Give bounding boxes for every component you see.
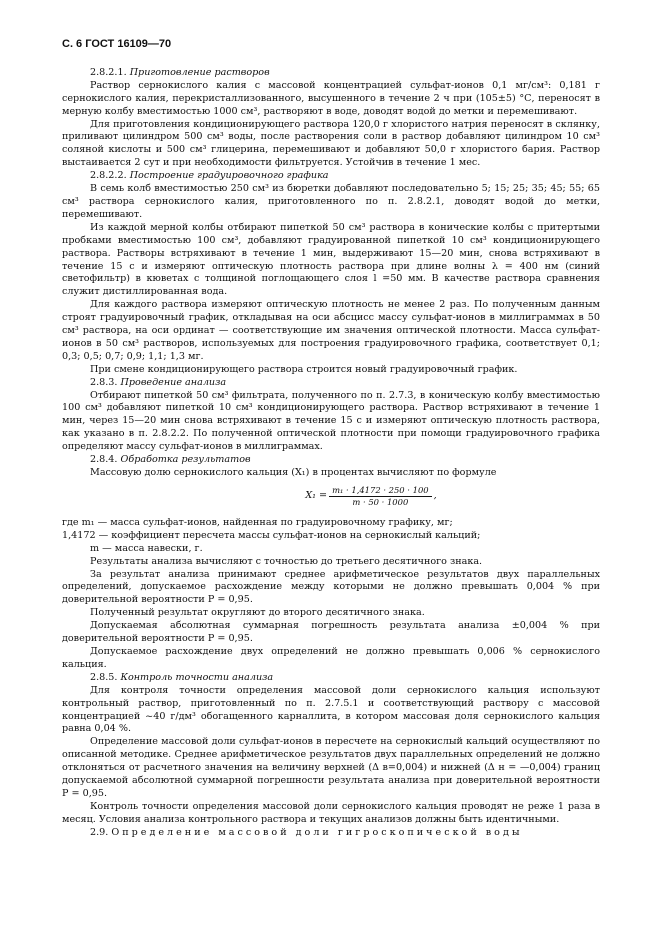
section-number: 2.8.2.2. — [90, 170, 127, 182]
paragraph: Из каждой мерной колбы отбирают пипеткой 50 см³ раствора в конические колбы с притертыми пробками вместимостью 100 см³, добавляют градуированной пипеткой 10 см³ кондиционирующего раствора. Растворы встряхивают в течение 1 мин, выдерживают 15—20 мин, снова встряхивают в течение 15 с и измеряют оптическую плотность раствора при длине волны λ = 400 нм (синий светофильтр) в кюветах с толщиной поглощающего слоя l =50 мм. В качестве раствора сравнения служит дистиллированная вода. — [62, 221, 600, 298]
section-2-8-3-heading — [62, 377, 600, 390]
section-2-8-4-heading — [62, 454, 600, 467]
legend-line: 1,4172 — коэффициент пересчета массы сульфат-ионов на сернокислый кальций; — [62, 529, 481, 541]
section-title: Приготовление растворов — [129, 66, 270, 78]
formula-fraction — [329, 485, 432, 508]
formula-lhs: X₁ = — [305, 489, 328, 501]
section-title: Контроль точности анализа — [120, 671, 274, 683]
paragraph: В семь колб вместимостью 250 см³ из бюретки добавляют последовательно 5; 15; 25; 35; 45; 55; 65 см³ раствора сернокислого калия, приготовленного по п. 2.8.2.1, доводят водой до метки, перемешивают. — [62, 183, 600, 220]
document-page — [62, 38, 600, 840]
paragraph: За результат анализа принимают среднее арифметическое результатов двух параллельных определений, допускаемое расхождение между которыми не должно превышать 0,004 % при доверительной вероятности P = 0,95. — [62, 568, 600, 606]
paragraph: При смене кондиционирующего раствора строится новый градуировочный график. — [90, 363, 518, 375]
section-2-8-5-heading — [62, 672, 600, 685]
paragraph: Полученный результат округляют до второго десятичного знака. — [90, 607, 425, 619]
section-number: 2.8.2.1. — [90, 66, 127, 78]
paragraph: Массовую долю сернокислого кальция (X₁) в процентах вычисляют по формуле — [90, 467, 497, 478]
page-header: С. 6 ГОСТ 16109—70 — [62, 38, 172, 50]
section-2-9-heading — [62, 827, 600, 840]
formula-numerator: m₁ · 1,4172 · 250 · 100 — [329, 485, 432, 497]
section-number: 2.8.5. — [90, 671, 118, 683]
paragraph: Отбирают пипеткой 50 см³ фильтрата, полученного по п. 2.7.3, в коническую колбу вместимостью 100 см³ добавляют пипеткой 10 см³ кондиционирующего раствора. Раствор встряхивают в течение 1 мин, через 15—20 мин снова встряхивают в течение 15 с и измеряют оптическую плотность раствора, как указано в п. 2.8.2.2. По полученной оптической плотности при помощи градуировочного графика определяют массу сульфат-ионов в миллиграммах. — [62, 389, 600, 453]
paragraph: Допускаемая абсолютная суммарная погрешность результата анализа ±0,004 % при доверительной вероятности P = 0,95. — [62, 620, 600, 645]
formula-tail: , — [433, 489, 437, 501]
paragraph: Контроль точности определения массовой доли сернокислого кальция проводят не реже 1 раза в месяц. Условия анализа контрольного раствора и текущих анализов должны быть идентичными. — [62, 800, 600, 825]
section-number: 2.8.3. — [90, 376, 118, 388]
section-title: Определение массовой доли гигроскопической воды — [111, 826, 523, 838]
legend-line: где m₁ — масса сульфат-ионов, найденная по градуировочному графику, мг; — [62, 516, 453, 528]
formula-denominator: m · 50 · 1000 — [352, 496, 409, 507]
section-title: Обработка результатов — [120, 454, 251, 466]
paragraph: Раствор сернокислого калия с массовой концентрацией сульфат-ионов 0,1 мг/см³: 0,181 г сернокислого калия, перекристаллизованного, высушенного в течение 2 ч при (105±5) °С, переносят в мерную колбу вместимостью 1000 см³, растворяют в воде, доводят водой до метки и перемешивают. — [62, 79, 600, 117]
paragraph: Для приготовления кондиционирующего раствора 120,0 г хлористого натрия переносят в склянку, приливают цилиндром 500 см³ воды, после растворения соли в раствор добавляют цилиндром 10 см³ соляной кислоты и 500 см³ глицерина, перемешивают и добавляют 50,0 г хлористого бария. Раствор выстаивается 2 сут и при необходимости фильтруется. Устойчив в течение 1 мес. — [62, 118, 600, 169]
section-number: 2.9. — [90, 826, 109, 838]
paragraph: Для каждого раствора измеряют оптическую плотность не менее 2 раз. По полученным данным строят градуировочный график, откладывая на оси абсцисс массу сульфат-ионов в миллиграммах в 50 см³ раствора, на оси ординат — соответствующие им значения оптической плотности. Масса сульфат-ионов в 50 см³ растворов, используемых для построения градуировочного графика, соответствует 0,1; 0,3; 0,5; 0,7; 0,9; 1,1; 1,3 мг. — [62, 299, 600, 362]
paragraph: Определение массовой доли сульфат-ионов в пересчете на сернокислый кальций осуществляют по описанной методике. Среднее арифметическое результатов двух параллельных определений не должно отклоняться от расчетного значения на величину верхней (Δ в=0,004) и нижней (Δ н = —0,004) границ допускаемой абсолютной суммарной погрешности результата анализа при доверительной вероятности P = 0,95. — [62, 736, 600, 799]
legend-line: m — масса навески, г. — [90, 542, 203, 554]
section-2-8-2-2-heading — [62, 170, 600, 183]
section-2-8-2-1-heading — [62, 67, 600, 80]
paragraph: Результаты анализа вычисляют с точностью до третьего десятичного знака. — [90, 555, 483, 567]
section-number: 2.8.4. — [90, 454, 118, 466]
section-title: Построение градуировочного графика — [129, 170, 329, 182]
paragraph: Для контроля точности определения массовой доли сернокислого кальция используют контрольный раствор, приготовленный по п. 2.7.5.1 и соответствующий раствору с массовой концентрацией ~40 г/дм³ обогащенного карналлита, в котором массовая доля сернокислого кальция равна 0,04 %. — [62, 684, 600, 735]
paragraph: Допускаемое расхождение двух определений не должно превышать 0,006 % сернокислого кальция. — [62, 645, 600, 670]
section-title: Проведение анализа — [120, 376, 227, 388]
formula — [142, 485, 600, 508]
